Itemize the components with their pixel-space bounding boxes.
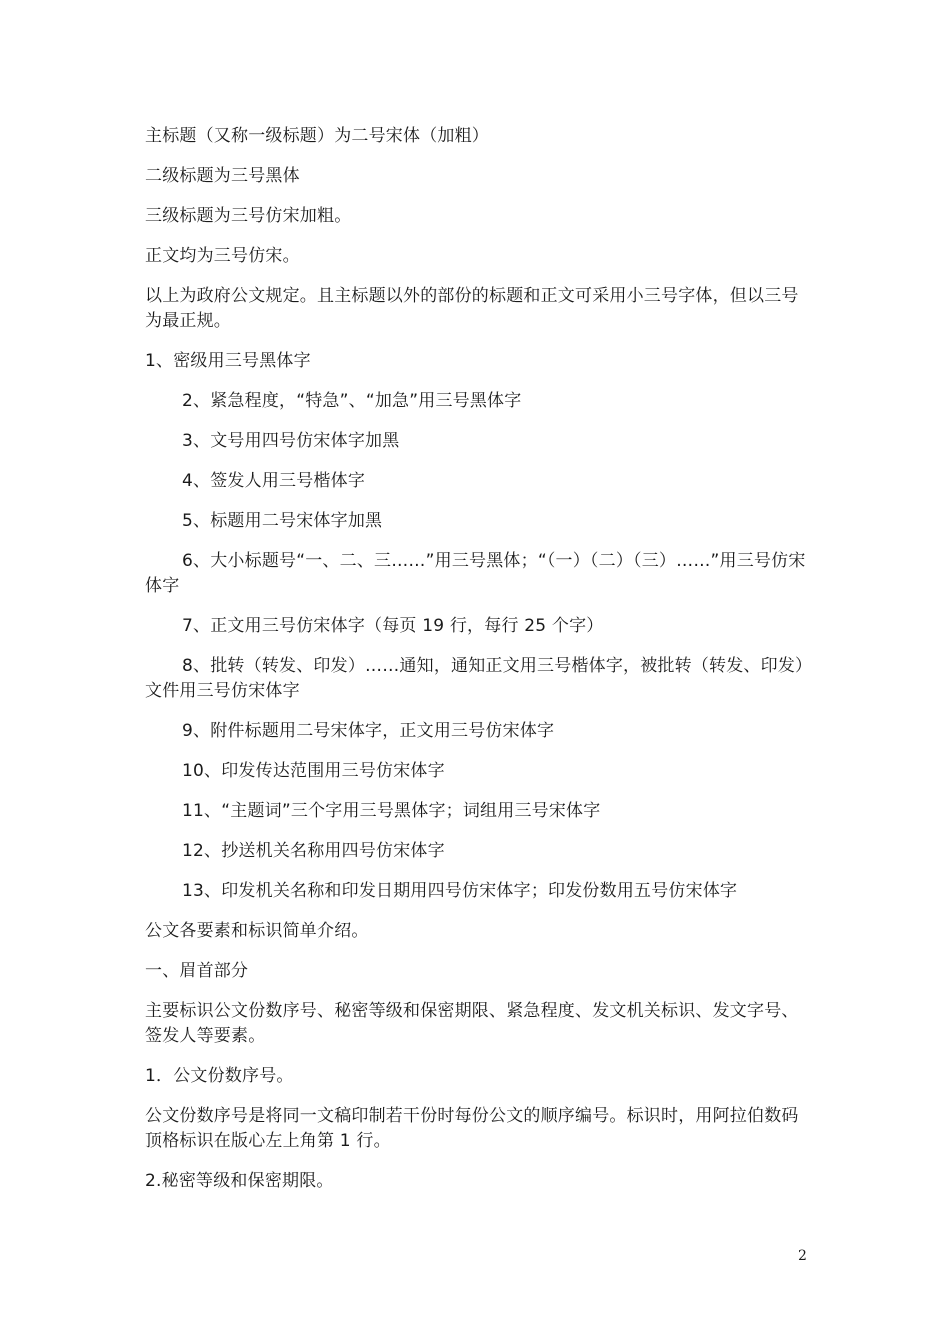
list-item: 7、正文用三号仿宋体字（每页 19 行，每行 25 个字） — [182, 616, 604, 636]
list-item: 12、抄送机关名称用四号仿宋体字 — [182, 841, 445, 861]
paragraph: 正文均为三号仿宋。 — [145, 246, 300, 266]
list-item: 13、印发机关名称和印发日期用四号仿宋体字；印发份数用五号仿宋体字 — [182, 881, 738, 901]
list-item: 8、批转（转发、印发）……通知，通知正文用三号楷体字，被批转（转发、印发）文件用三号仿宋体字 — [145, 656, 804, 701]
list-item: 9、附件标题用二号宋体字，正文用三号仿宋体字 — [182, 721, 555, 741]
paragraph: 三级标题为三号仿宋加粗。 — [145, 206, 352, 226]
page-number: 2 — [798, 1248, 807, 1264]
subsection-heading: 1．公文份数序号。 — [145, 1066, 294, 1086]
list-item: 6、大小标题号“一、二、三……”用三号黑体；“（一）（二）（三）……”用三号仿宋体字 — [145, 551, 806, 596]
paragraph: 公文份数序号是将同一文稿印制若干份时每份公文的顺序编号。标识时，用阿拉伯数码顶格标识在版心左上角第 1 行。 — [145, 1106, 799, 1151]
document-body — [145, 124, 810, 1209]
paragraph: 以上为政府公文规定。且主标题以外的部份的标题和正文可采用小三号字体，但以三号为最正规。 — [145, 286, 799, 331]
list-item: 4、签发人用三号楷体字 — [182, 471, 366, 491]
list-item: 10、印发传达范围用三号仿宋体字 — [182, 761, 445, 781]
list-item: 3、文号用四号仿宋体字加黑 — [182, 431, 400, 451]
paragraph: 主要标识公文份数序号、秘密等级和保密期限、紧急程度、发文机关标识、发文字号、签发人等要素。 — [145, 1001, 799, 1046]
list-item: 5、标题用二号宋体字加黑 — [182, 511, 383, 531]
paragraph: 主标题（又称一级标题）为二号宋体（加粗） — [145, 126, 489, 146]
list-item: 11、“主题词”三个字用三号黑体字；词组用三号宋体字 — [182, 801, 601, 821]
list-item: 2、紧急程度，“特急”、“加急”用三号黑体字 — [182, 391, 522, 411]
section-heading: 一、眉首部分 — [145, 961, 249, 981]
paragraph: 公文各要素和标识简单介绍。 — [145, 921, 369, 941]
subsection-heading: 2.秘密等级和保密期限。 — [145, 1171, 334, 1191]
list-item: 1、密级用三号黑体字 — [145, 351, 311, 371]
paragraph: 二级标题为三号黑体 — [145, 166, 300, 186]
